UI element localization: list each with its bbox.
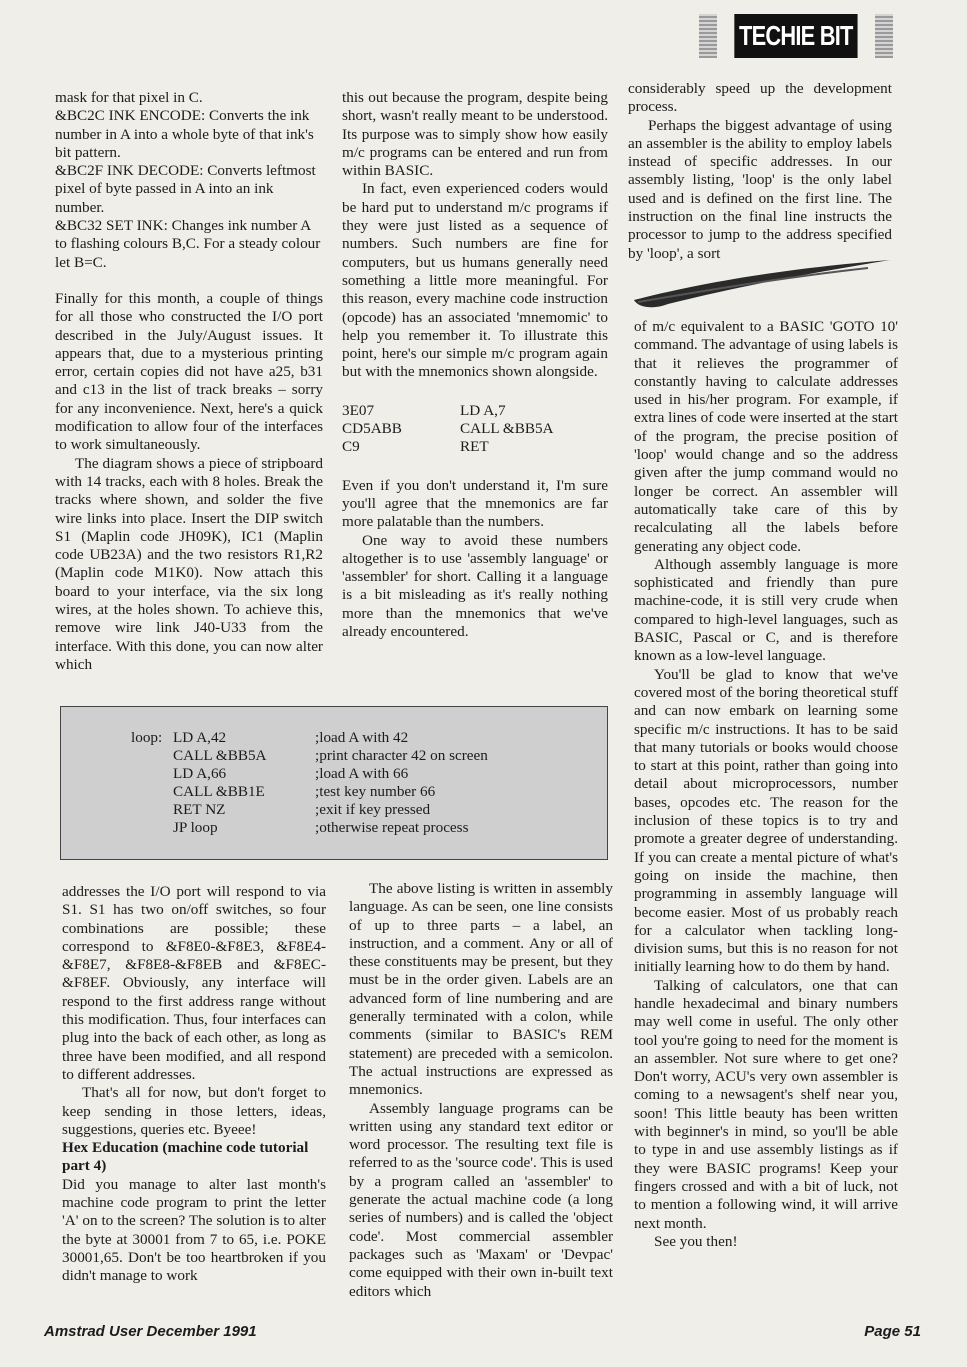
listing-comment: ;test key number 66 (315, 783, 436, 800)
column-2-bottom (349, 880, 613, 1301)
paragraph: this out because the program, despite being short, wasn't really meant to be understood. Its purpose was to simply show how easily m/c programs can be entered and run from within BASIC. (342, 89, 608, 180)
paragraph: Perhaps the biggest advantage of using an assembler is the ability to employ labels instead of specific addresses. In our assembly listing, 'loop' is the only label used and is defined on the first line. The instruction on the final line instructs the processor to jump to the address specified by 'loop', a sort (628, 116, 892, 262)
footer-page-number: Page 51 (864, 1323, 921, 1340)
paragraph: Finally for this month, a couple of things for all those who constructed the I/O port described in the July/August issues. It appears that, due to a mysterious printing error, certain copies did not have a25, b31 and c13 in the list of track breaks – sorry for any inconvenience. Next, here's a quick modification to allow four of the interfaces to work simultaneously. (55, 289, 323, 454)
code-hex: C9 (342, 438, 360, 456)
section-badge-label: TECHIE BIT (735, 14, 858, 58)
paragraph: considerably speed up the development process. (628, 80, 892, 116)
paragraph: You'll be glad to know that we've covered most of the boring theoretical stuff and can now embark on learning some specific m/c instructions. It has to be said that many tutorials or books would choose to start at this point, rather than going into detail about microprocessors, number bases, opcodes etc. The reason for the inclusion of these topics is to try and promote a greater degree of understanding. If you can create a mental picture of what's going on inside the machine, then programming in assembly language will become easier. Most of us probably reach for a calculator when tackling long-division sums, but this is no reason for not initially learning how to do them by hand. (634, 665, 898, 976)
paragraph: Although assembly language is more sophisticated and friendly than pure machine-code, it is still very crude when compared to high-level languages, such as BASIC, Pascal or C, and is therefore known as a low-level language. (634, 555, 898, 665)
assembly-listing-box (60, 706, 608, 860)
paragraph: See you then! (654, 1232, 738, 1250)
listing-comment: ;load A with 66 (315, 765, 409, 782)
paragraph: mask for that pixel in C. (55, 89, 203, 106)
badge-stripe-left (699, 14, 717, 58)
column-3-bottom (634, 318, 898, 1251)
code-mnemonic: CALL &BB5A (460, 420, 554, 438)
paragraph: The diagram shows a piece of stripboard with 14 tracks, each with 8 holes. Break the tracks where shown, and solder the five wire links into place. Insert the DIP switch S1 (Maplin code JH09K), IC1 (Maplin code UB23A) and the two resistors R1,R2 (Maplin code M1K0). Now attach this board to your interface, via the six long wires, at the holes shown. To achieve this, remove wire link J40-U33 from the interface. With this done, you can now alter which (55, 454, 323, 673)
paragraph: The above listing is written in assembly language. As can be seen, one line consists of up to three parts – a label, an instruction, and a comment. Any or all of these constituents may be present, but they must be in the order given. Labels are an advanced form of line numbering and are generally terminated with a colon, while comments (similar to BASIC's REM statement) are preceded with a semicolon. The actual instructions are expressed as mnemonics. (349, 880, 613, 1099)
listing-instruction: CALL &BB1E (173, 783, 265, 800)
paragraph: That's all for now, but don't forget to keep sending in those letters, ideas, suggestions, queries etc. Byeee! (62, 1084, 326, 1138)
listing-comment: ;print character 42 on screen (315, 747, 488, 764)
section-badge (699, 14, 893, 58)
listing-comment: ;load A with 42 (315, 729, 409, 746)
badge-stripe-right (875, 14, 893, 58)
code-hex: 3E07 (342, 401, 375, 419)
paragraph: &BC32 SET INK: Changes ink number A to flashing colours B,C. For a steady colour let B=C. (55, 217, 321, 271)
hex-code-block (342, 402, 608, 457)
paragraph: Did you manage to alter last month's machine code program to print the letter 'A' on to the screen? The solution is to alter the byte at 30001 from 7 to 65, i.e. POKE 30001,65. Don't be too heartbroken if you didn't manage to work (62, 1175, 326, 1285)
paragraph: &BC2F INK DECODE: Converts leftmost pixel of byte passed in A into an ink number. (55, 162, 316, 216)
paragraph: In fact, even experienced coders would be hard put to understand m/c programs if they were just listed as a sequence of numbers. Such numbers are fine for computers, but us humans generally need something a little more meaningful. For this reason, every machine code instruction (opcode) has an associated 'mnemomic' to help you remember it. To illustrate this point, here's our simple m/c program again but with the mnemonics shown alongside. (342, 180, 608, 381)
footer-publication: Amstrad User December 1991 (44, 1323, 257, 1340)
paragraph: Assembly language programs can be written using any standard text editor or word processor. The resulting text file is referred to as the 'source code'. This is used by a program called an 'assembler' to generate the actual machine code (a long series of numbers) and is called the 'object code'. Most commercial assembler packages such as 'Maxam' or 'Devpac' come equipped with their own in-built text editors which (349, 1099, 613, 1300)
listing-instruction: JP loop (173, 819, 218, 836)
listing-instruction: LD A,66 (173, 765, 227, 782)
code-mnemonic: RET (460, 438, 489, 456)
paragraph: of m/c equivalent to a BASIC 'GOTO 10' command. The advantage of using labels is that it relieves the programmer of constantly having to calculate addresses used in his/her program. For example, if extra lines of code were inserted at the start of the program, the precise position of 'loop' would change and so the address given after the jump command would no longer be correct. An assembler will automatically take care of this by recalculating all the labels before generating any object code. (634, 318, 898, 555)
listing-comment: ;otherwise repeat process (315, 819, 469, 836)
code-hex: CD5ABB (342, 420, 402, 438)
listing-comment: ;exit if key pressed (315, 801, 431, 818)
paragraph: Talking of calculators, one that can handle hexadecimal and binary numbers may well come in useful. The only other tool you're going to need for the moment is an assembler. Not sure where to get one? Don't worry, ACU's very own assembler is coming to a newsagent's shelf near you, soon! This little beauty has been written with beginner's in mind, so you'll be able to type in and use assembly listings as if they were BASIC programs! Keep your fingers crossed and with a bit of luck, not to mention a following wind, it will arrive next month. (634, 976, 898, 1232)
column-3-top (628, 80, 892, 263)
column-1-top (55, 89, 323, 674)
brush-swoosh-decoration (628, 256, 898, 314)
paragraph: &BC2C INK ENCODE: Converts the ink number in A into a whole byte of that ink's bit pattern. (55, 107, 314, 161)
paragraph: addresses the I/O port will respond to via S1. S1 has two on/off switches, so four combinations are possible; these correspond to &F8E0-&F8E3, &F8E4-&F8E7, &F8E8-&F8EB and &F8EC-&F8EF. Obviously, any interface will respond to the first address range without this modification. Thus, four interfaces can plug into the back of each other, as long as three have been modified, and all respond to different addresses. (62, 883, 326, 1083)
listing-instruction: LD A,42 (173, 729, 227, 746)
section-heading: Hex Education (machine code tutorial part 4) (62, 1139, 309, 1175)
code-mnemonic: LD A,7 (460, 401, 506, 419)
listing-instruction: CALL &BB5A (173, 747, 267, 764)
column-2-top (342, 89, 608, 641)
listing-instruction: RET NZ (173, 801, 226, 818)
column-1-bottom (62, 883, 326, 1286)
paragraph: One way to avoid these numbers altogether is to use 'assembly language' or 'assembler' for short. Calling it a language is a bit misleading as it's really nothing more than the mnemonics that we've already encountered. (342, 531, 608, 641)
listing-label: loop: (131, 729, 163, 746)
paragraph: Even if you don't understand it, I'm sure you'll agree that the mnemonics are far more palatable than the numbers. (342, 476, 608, 531)
